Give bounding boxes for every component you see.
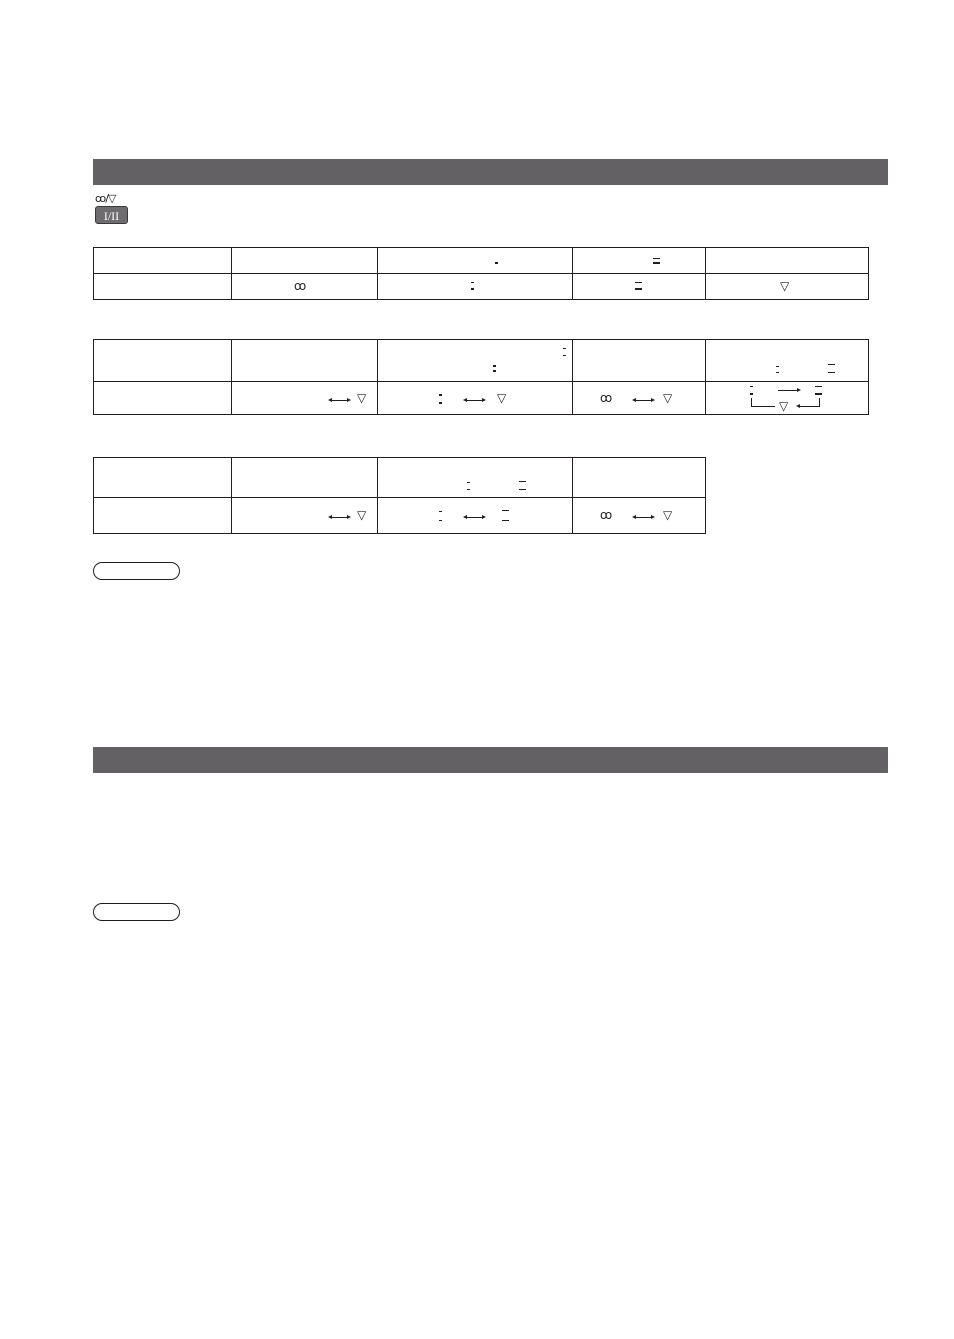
table-cell — [378, 248, 573, 274]
table-cell — [573, 458, 706, 498]
mono-icon: ▽ — [357, 391, 367, 405]
toggle-arrow — [466, 400, 483, 401]
channel-1-mark — [471, 282, 474, 283]
table-cell — [573, 274, 706, 300]
note-label-pill — [93, 562, 180, 580]
table-cell — [378, 340, 573, 382]
sound-mode-table-1 — [93, 247, 869, 300]
audio-select-button-icon: I/II — [95, 206, 128, 224]
channel-2-mark — [828, 364, 835, 365]
mono-icon: ▽ — [497, 391, 507, 405]
table-cell — [232, 340, 378, 382]
table-cell — [232, 498, 378, 534]
cycle-arrow — [778, 390, 798, 391]
toggle-arrow — [466, 517, 483, 518]
channel-2-mark — [502, 510, 509, 511]
sound-mode-table-2 — [93, 339, 869, 415]
table-cell — [573, 340, 706, 382]
sound-mode-table-3 — [93, 457, 706, 534]
table-cell — [706, 340, 869, 382]
table-cell — [94, 274, 232, 300]
table-cell — [706, 382, 869, 415]
table-cell — [378, 382, 573, 415]
cycle-arrow — [799, 406, 819, 407]
toggle-arrow — [635, 517, 652, 518]
audio-key-icons — [95, 192, 135, 223]
mono-icon: ▽ — [663, 391, 673, 405]
table-cell — [94, 498, 232, 534]
channel-1-mark — [439, 394, 442, 396]
table-cell — [232, 248, 378, 274]
stereo-mono-icon: ꝏ/▽ — [95, 192, 116, 205]
table-cell — [378, 458, 573, 498]
table-cell — [232, 274, 378, 300]
table-cell — [378, 274, 573, 300]
mono-icon: ▽ — [663, 508, 673, 522]
table-cell — [378, 498, 573, 534]
stereo-icon: ꝏ — [600, 508, 613, 522]
channel-2-mark — [653, 258, 660, 259]
channel-1-mark — [495, 262, 498, 264]
table-cell — [94, 340, 232, 382]
channel-1-mark — [439, 511, 442, 512]
table-cell — [232, 382, 378, 415]
toggle-arrow — [635, 400, 652, 401]
table-cell — [573, 248, 706, 274]
table-cell — [573, 382, 706, 415]
table-cell — [94, 248, 232, 274]
channel-2-mark — [519, 481, 526, 482]
note-label-pill — [93, 903, 180, 921]
section-header-bar — [93, 747, 888, 773]
toggle-arrow — [331, 517, 348, 518]
mono-icon: ▽ — [780, 279, 790, 293]
stereo-icon: ꝏ — [600, 391, 613, 405]
channel-2-mark — [815, 386, 822, 387]
table-cell — [94, 382, 232, 415]
table-cell — [94, 458, 232, 498]
table-cell — [706, 248, 869, 274]
table-cell — [573, 498, 706, 534]
table-cell — [232, 458, 378, 498]
table-cell — [706, 274, 869, 300]
channel-2-mark — [635, 282, 642, 283]
stereo-icon: ꝏ — [294, 279, 307, 293]
mono-icon: ▽ — [779, 399, 789, 413]
channel-1-mark — [467, 482, 470, 483]
channel-1-mark — [776, 366, 779, 367]
channel-1-mark — [750, 386, 753, 387]
mono-icon: ▽ — [357, 508, 367, 522]
toggle-arrow — [331, 400, 348, 401]
channel-mark — [563, 348, 566, 349]
section-header-bar — [93, 159, 888, 185]
